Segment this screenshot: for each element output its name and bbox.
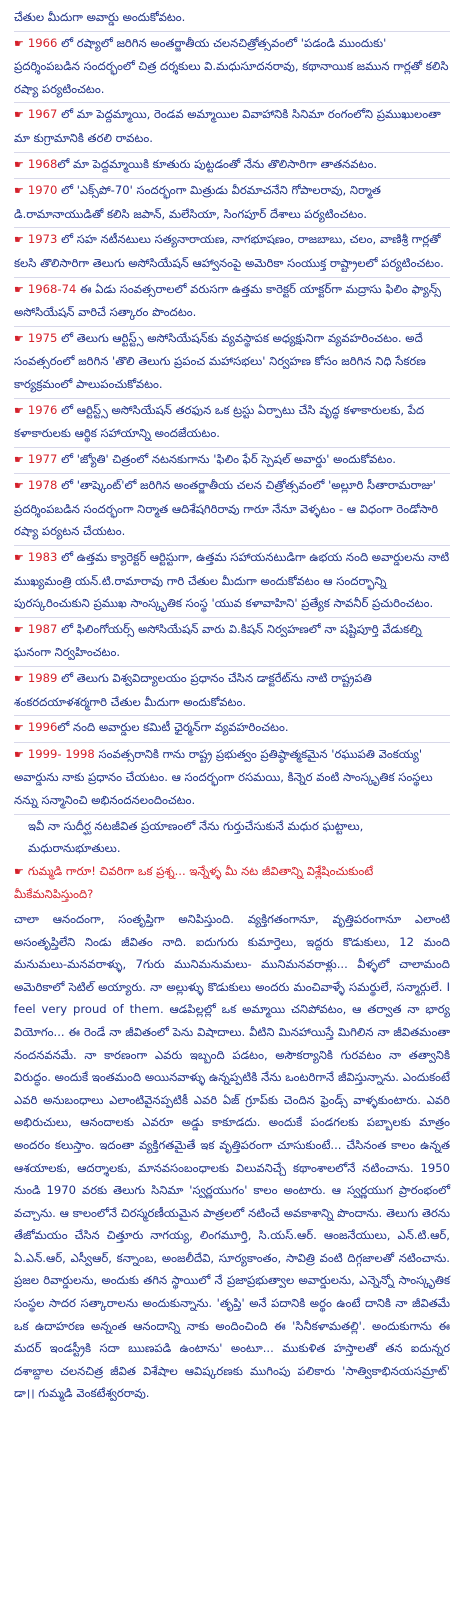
hand-pointer-icon: ☛ <box>14 157 24 171</box>
milestone-text: లో మా పెద్దమ్మాయికి కూతురు పుట్టడంతో నేను తొలిసారిగా తాతనవటం. <box>57 156 378 171</box>
milestone-item <box>14 448 450 475</box>
milestone-year: 1987 <box>27 621 58 636</box>
milestone-year: 1989 <box>27 671 58 686</box>
milestone-text: సంవత్సరానికి గాను రాష్ట్ర ప్రభుత్వం ప్రతిష్ఠాత్మకమైన 'రఘుపతి వెంకయ్య' అవార్డును నాకు ప్రధానం చేయటం. ఆ సందర్భంగా రసమయి, కిన్నెర వంటి సాంస్కృతిక సంస్థలు నన్ను సన్మానించి అభినందనలందించటం. <box>14 746 433 807</box>
interview-answer <box>14 908 450 1405</box>
milestone-year: 1977 <box>27 451 58 466</box>
milestone-item <box>14 153 450 180</box>
milestone-text: లో తెలుగు విశ్వవిద్యాలయం ప్రధానం చేసిన డాక్టరేట్‌ను నాటి రాష్ట్రపతి శంకరదయాళశర్మగారి చేతుల మీదుగా అందుకోవటం. <box>14 671 372 709</box>
milestone-text: లో ఆర్టిస్ట్స్ అసోసియేషన్ తరఫున ఒక ట్రస్టు ఏర్పాటు చేసి వృద్ధ కళాకారులకు, పేద కళాకారులకు ఆర్థిక సహాయాన్ని అందజేయటం. <box>14 402 425 441</box>
milestone-text: లో తెలుగు ఆర్టిస్ట్స్ అసోసియేషన్‌కు వ్యవస్థాపక అధ్యక్షునిగా వ్యవహరించటం. అదే సంవత్సరంలో జరిగిన 'తొలి తెలుగు ప్రపంచ మహాసభలు' నిర్వహణ కోసం జరిగిన నిధి సేకరణ కార్యక్రమంలో పాలుపంచుకోవటం. <box>14 330 426 391</box>
hand-pointer-icon: ☛ <box>14 622 24 636</box>
hand-pointer-icon: ☛ <box>14 721 24 735</box>
answer-text: చాలా ఆనందంగా, సంతృప్తిగా అనిపిస్తుంది. వ్యక్తిగతంగానూ, వృత్తిపరంగానూ ఎలాంటి అసంతృప్తిలేని నిండు జీవితం నాది. ఐదుగురు కుమార్తెలు, ఇద్దరు కొడుకులు, 12 మంది మనుమలు-మనవరాళ్ళు, 7గురు మునిమనుమలు- మునిమనవరాళ్లు... వీళ్ళలో చాలామంది అమెరికాలో సెటిల్ అయ్యారు. నా అల్లుళ్ళు కొడుకులు అందరు మంచివాళ్ళే సమర్థులే, సన్మార్గులే. I feel very proud of them. ఆడపిల్లల్లో ఒక అమ్మాయి చనిపోవటం, ఆ తర్వాత నా భార్య వియోగం... ఈ రెండే నా జీవితంలో పెను విషాదాలు. వీటిని మినహాయిస్తే మిగిలిన నా జీవితమంతా నందనవనమే. నా కారణంగా ఎవరు ఇబ్బంది పడటం, అసౌకర్యానికి గురవటం నా తత్వానికి విరుద్ధం. అందుకే ఇంతమంది అయినవాళ్ళు ఉన్నప్పటికి నేను ఒంటరిగానే జీవిస్తున్నాను. ఎందుకంటే ఎవరి అనుబంధాలు ఎలాంటివైనప్పటికీ ఎవరి ఏజ్ గ్రూప్‌కు చెందిన ఫ్రెండ్స్ వాళ్ళకుంటారు. ఎవరి అభిరుచులు, ఆనందాలకు ఎవరూ అడ్డు కాకూడదు. అందుకే పండగలకు పబ్బాలకు మాత్రం అందరం కలుస్తాం. ఇదంతా వ్యక్తిగతమైతే ఇక వృత్తిపరంగా చూసుకుంటే... చేసినంత కాలం ఉన్నత ఆశయాలకు, ఆదర్శాలకు, మానవసంబంధాలకు విలువనిచ్చే కథాంశాలలోనే నటించాను. 1950 నుండి 1970 వరకు తెలుగు సినిమా 'స్వర్ణయుగం' కాలం అంటారు. ఆ స్వర్ణయుగ ప్రారంభంలో వచ్చాను. ఆ కాలంలోనే చిరస్మరణీయమైన పాత్రలలో నటించే అవకాశాన్ని పొందాను. తెలుగు తెరను తేజోమయం చేసిన చిత్తూరు నాగయ్య, లింగమూర్తి, సి.యస్.ఆర్. ఆంజనేయులు, ఎన్.టి.ఆర్, ఏ.ఎన్.ఆర్, ఎస్వీఆర్, కన్నాంబ, అంజలీదేవి, సూర్యకాంతం, సావిత్రి వంటి దిగ్గజాలతో నటించాను. ప్రజల రివార్డులను, అందుకు తగిన స్థాయిలో నే ప్రజాప్రభుత్వాల అవార్డులను, ఎన్నెన్నో సాంస్కృతిక సంస్థల సాదర సత్కారాలను అందుకున్నాను. 'తృప్తి' అనే పదానికి అర్థం ఉంటే దానికి నా జీవితమే ఒక ఉదాహరణ అన్నంత ఆనందాన్ని నాకు అందించింది ఈ 'సినీకళామతల్లి'. అందుకుగాను ఈ మదర్ ఇండస్ట్రీకి సదా ఋణపడి ఉంటాను' అంటూ... ముకుళిత హస్తాలతో తన ఐదున్నర దశాబ్దాల చలనచిత్ర జీవిత విశేషాల ఆవిష్కరణకు ముగింపు పలికారు 'సాత్వికాభినయసమ్రాట్' డా।। గుమ్మడి వెంకటేశ్వరరావు. <box>14 911 450 1401</box>
milestone-text: లో 'ఎక్స్‌పో-70' సందర్భంగా మిత్రుడు వీరమాచనేని గోపాలరావు, నిర్మాత డి.రామానాయుడితో కలిసి జపాన్, మలేసియా, సింగపూర్ దేశాలు పర్యటించటం. <box>14 183 381 221</box>
milestone-item <box>14 474 450 546</box>
opening-line: చేతుల మీదుగా అవార్డు అందుకోవటం. <box>14 6 450 32</box>
milestone-year: 1976 <box>27 402 58 417</box>
milestone-year: 1970 <box>27 183 58 198</box>
milestone-year: 1999- 1998 <box>27 746 95 761</box>
milestone-text: లో సహ నటీనటులు సత్యనారాయణ, నాగభూషణం, రాజబాబు, చలం, వాణిశ్రీ గార్లతో కలసి తొలిసారిగా తెలుగు అసోసియేషన్ ఆహ్వానంపై అమెరికా సంయుక్త రాష్ట్రాలలో పర్యటించటం. <box>14 232 444 270</box>
hand-pointer-icon: ☛ <box>14 864 24 878</box>
hand-pointer-icon: ☛ <box>14 108 24 122</box>
milestone-item <box>14 179 450 228</box>
milestone-year: 1978 <box>27 478 58 493</box>
milestone-item <box>14 32 450 104</box>
hand-pointer-icon: ☛ <box>14 233 24 247</box>
milestone-year: 1996 <box>27 720 58 735</box>
milestone-text: లో 'తాష్కెంట్'లో జరిగిన అంతర్జాతీయ చలన చిత్రోత్సవంలో 'అల్లూరి సీతారామరాజు' ప్రదర్శింపబడిన సందర్భంగా నిర్మాత ఆదిశేషగిరిరావు గారూ నేనూ వెళ్ళటం - ఆ విధంగా రెండోసారి రష్యా పర్యటన చేయటం. <box>14 478 439 539</box>
milestone-year: 1967 <box>27 107 58 122</box>
milestone-year: 1966 <box>27 35 58 50</box>
hand-pointer-icon: ☛ <box>14 403 24 417</box>
milestone-item <box>14 327 450 399</box>
interview-question <box>14 860 450 906</box>
hand-pointer-icon: ☛ <box>14 36 24 50</box>
milestone-year: 1973 <box>27 232 58 247</box>
hand-pointer-icon: ☛ <box>14 672 24 686</box>
hand-pointer-icon: ☛ <box>14 282 24 296</box>
milestone-item <box>14 278 450 327</box>
milestone-year: 1975 <box>27 330 58 345</box>
milestone-item <box>14 743 450 815</box>
hand-pointer-icon: ☛ <box>14 184 24 198</box>
hand-pointer-icon: ☛ <box>14 331 24 345</box>
hand-pointer-icon: ☛ <box>14 452 24 466</box>
hand-pointer-icon: ☛ <box>14 747 24 761</box>
milestone-text: లో ఫిలింగోయర్స్ అసోసియేషన్ వారు వి.కిషన్ నిర్వహణలో నా షష్టిపూర్తి వేడుకల్ని ఘనంగా నిర్వహించటం. <box>14 621 422 660</box>
milestone-item <box>14 546 450 618</box>
milestone-item <box>14 228 450 277</box>
hand-pointer-icon: ☛ <box>14 551 24 565</box>
milestone-list <box>14 32 450 815</box>
milestone-year: 1983 <box>27 550 58 565</box>
milestone-text: లో రష్యాలో జరిగిన అంతర్జాతీయ చలనచిత్రోత్సవంలో 'పడండి ముందుకు' ప్రదర్శింపబడిన సందర్భంలో చిత్ర దర్శకులు వి.మధుసూదనరావు, కథానాయిక జమున గార్లతో కలిసి రష్యా పర్యటించటం. <box>14 35 449 96</box>
milestone-text: ఈ ఏడు సంవత్సరాలలో వరుసగా ఉత్తమ కారెక్టర్ యాక్టర్‌గా మద్రాసు ఫిలిం ఫ్యాన్స్ అసోసియేషన్ వారిచే సత్కారం పొందటం. <box>14 281 442 320</box>
milestone-item <box>14 618 450 667</box>
closing-line: ఇవీ నా సుదీర్ఘ నటజీవిత ప్రయాణంలో నేను గుర్తుచేసుకునే మధుర ఘట్టాలు, మధురానుభూతులు. <box>28 818 364 856</box>
milestone-item <box>14 399 450 448</box>
milestone-year: 1968-74 <box>27 281 77 296</box>
milestone-item <box>14 667 450 716</box>
milestone-item <box>14 103 450 152</box>
milestone-text: లో మా పెద్దమ్మాయి, రెండవ అమ్మాయిల వివాహానికి సినిమా రంగంలోని ప్రముఖులంతా మా కుగ్రామానికి తరలి రావటం. <box>14 107 441 145</box>
question-text: గుమ్మడి గారూ! చివరిగా ఒక ప్రశ్న... ఇన్నేళ్ళ మీ నట జీవితాన్ని విశ్లేషించుకుంటే మీకేమనిపిస్తుంది? <box>14 863 374 902</box>
hand-pointer-icon: ☛ <box>14 479 24 493</box>
milestone-text: లో నంది అవార్డుల కమిటీ ఛైర్మన్‌గా వ్యవహరించటం. <box>57 720 289 735</box>
milestone-year: 1968 <box>27 156 58 171</box>
milestone-text: లో 'జ్యోతి' చిత్రంలో నటనకుగాను 'ఫిలిం ఫేర్ స్పెషల్ అవార్డు' అందుకోవటం. <box>57 451 396 466</box>
milestone-text: లో ఉత్తమ క్యారెక్టర్ ఆర్టిస్టుగా, ఉత్తమ సహాయనటుడిగా ఉభయ నంది అవార్డులను నాటి ముఖ్యమంత్రి యన్.టి.రామారావు గారి చేతుల మీదుగా అందుకోవటం ఆ సందర్భాన్ని పురస్కరించుకుని ప్రముఖ సాంస్కృతిక సంస్థ 'యువ కళావాహిని' ప్రత్యేక సావనీర్ ప్రచురించటం. <box>14 550 450 611</box>
milestone-item <box>14 716 450 743</box>
